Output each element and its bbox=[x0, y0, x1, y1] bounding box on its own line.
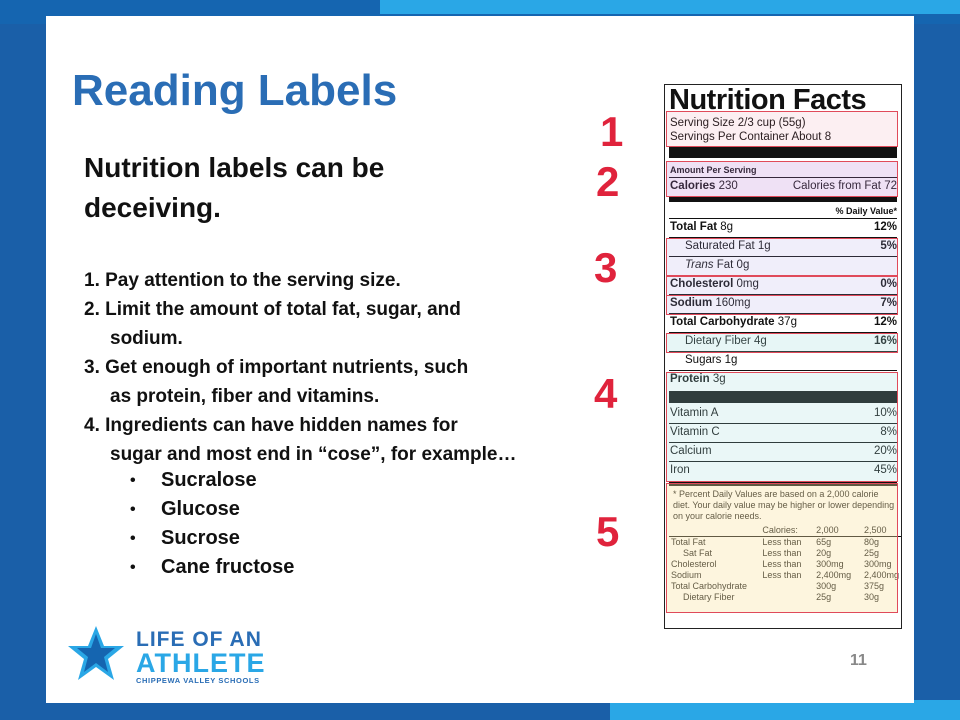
nutrient-label: Sodium bbox=[670, 297, 713, 309]
label-title: Nutrition Facts bbox=[669, 84, 867, 116]
divider bbox=[669, 218, 897, 219]
serving-size: Serving Size 2/3 cup (55g) bbox=[670, 117, 806, 129]
table-cell: Less than bbox=[760, 537, 814, 549]
logo-line-1: LIFE OF AN bbox=[136, 628, 262, 651]
nutrient-label: Saturated Fat bbox=[685, 240, 755, 252]
bullet-icon: • bbox=[130, 530, 136, 547]
thick-divider bbox=[669, 147, 897, 158]
nutrient-dv: 12% bbox=[873, 221, 897, 233]
table-cell: Cholesterol bbox=[671, 559, 717, 569]
nutrient-label: Total Fat bbox=[670, 221, 718, 233]
tips-list bbox=[84, 266, 564, 469]
nutrient-label: Cholesterol bbox=[670, 278, 734, 290]
table-cell: 2,400mg bbox=[863, 570, 899, 580]
logo-line-2: ATHLETE bbox=[136, 648, 266, 678]
table-cell: Sodium bbox=[671, 570, 702, 580]
nutrient-label: Sugars bbox=[685, 354, 722, 366]
star-icon bbox=[66, 624, 126, 684]
highlight-box-serving bbox=[666, 111, 898, 147]
table-cell: 375g bbox=[863, 581, 884, 591]
vitamin-dv: 45% bbox=[873, 464, 897, 476]
vitamin-label: Vitamin A bbox=[670, 407, 719, 419]
sugar-names-list bbox=[130, 466, 294, 582]
tip-line: sugar and most end in “cose”, for example… bbox=[110, 444, 517, 465]
daily-value-header: % Daily Value* bbox=[835, 206, 897, 216]
tip-line: sodium. bbox=[110, 328, 183, 349]
tip-line: as protein, fiber and vitamins. bbox=[110, 386, 380, 407]
nutrient-dv: 7% bbox=[880, 297, 897, 309]
bullet-icon: • bbox=[130, 501, 136, 518]
bullet-icon: • bbox=[130, 472, 136, 489]
vitamin-label: Calcium bbox=[670, 445, 712, 457]
highlight-box-limit-1 bbox=[666, 238, 898, 276]
table-cell: Less than bbox=[762, 548, 802, 558]
nutrient-row bbox=[685, 354, 921, 366]
nutrient-dv: 0% bbox=[880, 278, 897, 290]
background-stripe-top bbox=[380, 0, 960, 14]
table-cell: 80g bbox=[862, 537, 901, 549]
nutrient-label: Protein bbox=[670, 373, 710, 385]
list-item bbox=[130, 553, 294, 582]
nutrient-amount: 37g bbox=[777, 316, 797, 328]
list-item bbox=[130, 466, 294, 495]
nutrient-row bbox=[670, 316, 906, 328]
vitamin-label: Vitamin C bbox=[670, 426, 720, 438]
list-item-label: Cane fructose bbox=[161, 556, 295, 578]
page-number: 11 bbox=[850, 652, 867, 669]
section-number-3: 3 bbox=[594, 244, 618, 291]
vitamin-dv: 20% bbox=[873, 445, 897, 457]
table-cell: 300mg bbox=[816, 559, 844, 569]
tip-line: 2. Limit the amount of total fat, sugar, and bbox=[84, 299, 461, 320]
amount-per-serving: Amount Per Serving bbox=[670, 165, 757, 175]
nutrient-dv: 12% bbox=[873, 316, 897, 328]
table-cell: 2,000 bbox=[816, 525, 839, 535]
nutrient-amount: 1g bbox=[724, 354, 738, 366]
section-number-4: 4 bbox=[594, 370, 618, 417]
highlight-box-limit-2 bbox=[666, 276, 898, 296]
table-cell: Dietary Fiber bbox=[683, 592, 735, 602]
highlight-box-nutrients-2 bbox=[666, 372, 898, 482]
list-item-label: Sucrose bbox=[161, 527, 240, 549]
table-cell: 30g bbox=[863, 592, 879, 602]
section-number-2: 2 bbox=[596, 158, 620, 205]
table-cell: 300g bbox=[816, 581, 837, 591]
list-item bbox=[130, 495, 294, 524]
table-cell: Less than bbox=[762, 559, 802, 569]
highlight-box-footnote bbox=[666, 483, 898, 613]
table-cell: 20g bbox=[816, 548, 832, 558]
list-item bbox=[130, 524, 294, 553]
table-cell: Total Fat bbox=[669, 537, 760, 549]
nutrient-row bbox=[670, 221, 906, 233]
tip-line: 4. Ingredients can have hidden names for bbox=[84, 415, 458, 436]
nutrient-dv: 16% bbox=[873, 335, 897, 347]
table-cell: 2,400mg bbox=[816, 570, 852, 580]
slide-heading: Nutrition labels can be deceiving. bbox=[84, 152, 385, 223]
highlight-box-nutrients-1 bbox=[666, 333, 898, 353]
nutrient-amount: 0mg bbox=[736, 278, 759, 290]
background-stripe-bottom bbox=[610, 700, 960, 720]
nutrient-amount: 160mg bbox=[715, 297, 751, 309]
table-cell: 65g bbox=[814, 537, 862, 549]
table-cell: Less than bbox=[762, 570, 802, 580]
vitamin-dv: 10% bbox=[873, 407, 897, 419]
list-item-label: Glucose bbox=[161, 498, 240, 520]
section-number-1: 1 bbox=[600, 108, 624, 155]
list-item-label: Sucralose bbox=[161, 469, 257, 491]
table-cell: 300mg bbox=[863, 559, 892, 569]
slide-title: Reading Labels bbox=[72, 66, 398, 115]
vitamin-label: Iron bbox=[670, 464, 690, 476]
logo-line-3: CHIPPEWA VALLEY SCHOOLS bbox=[136, 676, 260, 685]
nutrient-dv: 5% bbox=[880, 240, 897, 252]
nutrient-amount: 8g bbox=[720, 221, 734, 233]
bullet-icon: • bbox=[130, 559, 136, 576]
table-cell: 25g bbox=[863, 548, 879, 558]
nutrient-amount: 3g bbox=[712, 373, 726, 385]
nutrient-amount: 1g bbox=[757, 240, 771, 252]
calories-from-fat: Calories from Fat 72 bbox=[792, 180, 897, 192]
life-of-an-athlete-logo bbox=[66, 624, 286, 688]
servings-per-container: Servings Per Container About 8 bbox=[670, 131, 832, 143]
nutrient-amount: 4g bbox=[754, 335, 767, 347]
tip-line: 3. Get enough of important nutrients, such bbox=[84, 357, 469, 378]
table-cell: Sat Fat bbox=[683, 548, 713, 558]
tip-line: 1. Pay attention to the serving size. bbox=[84, 270, 401, 291]
table-cell: Calories: bbox=[762, 525, 798, 535]
table-cell: 2,500 bbox=[863, 525, 887, 535]
highlight-box-calories bbox=[666, 161, 898, 197]
nutrient-amount: Fat 0g bbox=[716, 259, 750, 271]
section-number-5: 5 bbox=[596, 508, 620, 555]
divider bbox=[669, 370, 897, 371]
calories-label: Calories bbox=[670, 180, 716, 192]
nutrient-label: Dietary Fiber bbox=[685, 335, 751, 347]
highlight-box-limit-3 bbox=[666, 295, 898, 315]
table-cell: 25g bbox=[816, 592, 832, 602]
calories-value: 230 bbox=[718, 180, 738, 192]
vitamin-dv: 8% bbox=[880, 426, 897, 438]
daily-value-footnote: * Percent Daily Values are based on a 2,000 calorie diet. Your daily value may be higher or lower depending on your calorie needs. bbox=[673, 489, 895, 521]
nutrient-label: Total Carbohydrate bbox=[670, 316, 775, 328]
nutrient-label: Trans bbox=[685, 259, 714, 271]
table-cell: Total Carbohydrate bbox=[671, 581, 748, 591]
